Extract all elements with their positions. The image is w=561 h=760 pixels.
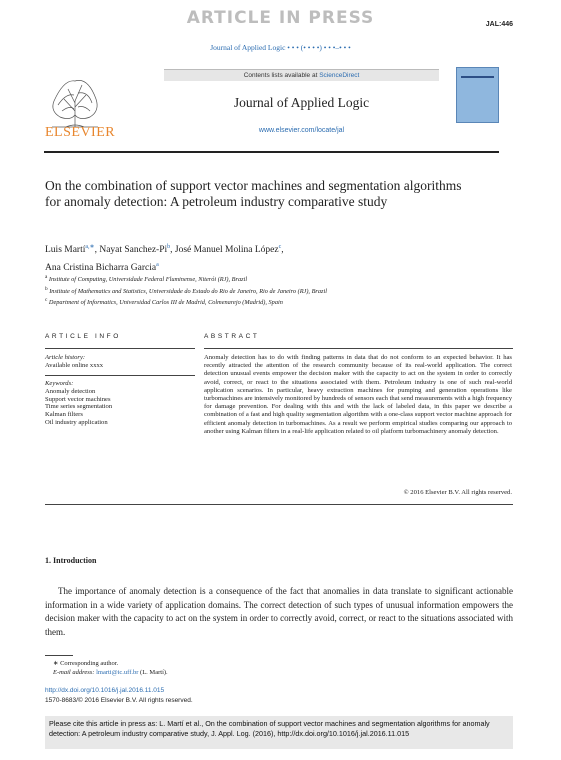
email-label: E-mail address: bbox=[53, 669, 95, 676]
corresponding-mark: ∗ bbox=[53, 660, 59, 667]
author-name[interactable]: Ana Cristina Bicharra Garcia bbox=[45, 263, 157, 274]
keyword-item: Kalman filters bbox=[45, 411, 83, 419]
sciencedirect-link[interactable]: ScienceDirect bbox=[319, 72, 360, 79]
affiliation-text: Institute of Computing, Universidade Federal Fluminense, Niterói (RJ), Brazil bbox=[48, 276, 248, 284]
doi-link[interactable]: http://dx.doi.org/10.1016/j.jal.2016.11.015 bbox=[45, 687, 165, 694]
history-label: Article history: bbox=[45, 354, 86, 361]
author-affiliation-mark[interactable]: a,∗ bbox=[85, 244, 95, 250]
author-name[interactable]: Luis Martí bbox=[45, 245, 86, 256]
cover-stripe bbox=[461, 76, 494, 78]
abstract-text: Anomaly detection has to do with finding patterns in data that do not conform to an expected behavior. It has recently attracted the attention of the research community because of its real-world application. The correct detection unusual events empower the decision maker with the capacity to act on the system in order to correctly avoid, correct, or react to the situations associated with them. Petroleum industry is one of such real-world application scenarios. In particular, heavy extraction machines for pumping and generation operations like turbomachines are intensively monitored by hundreds of sensors each that send measurements with a high frequency for damage prevention. For dealing with this and with the lack of labeled data, in this paper we describe a combination of a fast and high quality segmentation algorithm with a one-class support vector machine approach for efficient anomaly detection in turbomachines. As a result we perform empirical studies comparing our approach to another using Kalman filters in a real-life application related to oil platform turbomachinery anomaly detection. bbox=[204, 354, 512, 435]
author-name[interactable]: Nayat Sanchez-Pi bbox=[99, 245, 168, 256]
elsevier-wordmark[interactable]: ELSEVIER bbox=[45, 125, 116, 140]
article-title: On the combination of support vector machines and segmentation algorithms for anomaly detection: A petroleum industry comparative study bbox=[45, 178, 462, 209]
keyword-item: Support vector machines bbox=[45, 395, 111, 403]
keywords-block bbox=[45, 380, 195, 427]
journal-masthead bbox=[44, 61, 499, 147]
affiliation-mark: a bbox=[45, 274, 48, 280]
history-value: Available online xxxx bbox=[45, 361, 104, 369]
affiliation-text: Institute of Mathematics and Statistics, Universidade do Estado do Rio de Janeiro, Rio de Janeiro (RJ), Brazil bbox=[49, 287, 327, 295]
author-name[interactable]: José Manuel Molina López bbox=[174, 245, 279, 256]
citation-notice: Please cite this article in press as: L. Martí et al., On the combination of support vector machines and segmentation algorithms for anomaly detection: A petroleum industry comparative study, J. Appl. Log. (2016), http://dx.doi.org/10.1016/j.jal.2016.11.015 bbox=[45, 716, 513, 749]
keyword-item: Anomaly detection bbox=[45, 387, 96, 395]
author-separator: , bbox=[281, 245, 284, 256]
affiliation-item bbox=[45, 273, 455, 285]
section-heading-introduction: 1. Introduction bbox=[45, 556, 97, 565]
article-code: JAL:446 bbox=[485, 21, 513, 28]
email-note bbox=[53, 668, 168, 677]
issn-copyright: 1570-8683/© 2016 Elsevier B.V. All rights reserved. bbox=[45, 697, 193, 704]
contents-lists-bar bbox=[164, 69, 439, 81]
masthead-divider bbox=[44, 151, 499, 153]
banner-text: ARTICLE IN PRESS bbox=[186, 8, 375, 28]
keywords-label: Keywords: bbox=[45, 380, 74, 387]
keyword-item: Oil industry application bbox=[45, 418, 108, 426]
abstract-heading: ABSTRACT bbox=[204, 333, 260, 340]
author-affiliation-mark[interactable]: a bbox=[156, 262, 159, 269]
affiliation-text: Department of Informatics, Universidad Carlos III de Madrid, Colmenarejo (Madrid), Spain bbox=[48, 299, 283, 307]
introduction-paragraph: The importance of anomaly detection is a consequence of the fact that anomalies in data translate to significant actionable information in a wide variety of application domains. The correct detection of such types of unusual information empowers the decision maker with the capacity to act on the system in order to correctly avoid, correct, or react to the situations associated with them. bbox=[45, 586, 513, 637]
journal-title: Journal of Applied Logic bbox=[233, 95, 370, 110]
article-history bbox=[45, 354, 195, 370]
article-info-heading: ARTICLE INFO bbox=[45, 333, 121, 340]
affiliation-mark: c bbox=[45, 297, 48, 304]
abstract-rule bbox=[204, 348, 513, 349]
footnote-rule bbox=[45, 655, 73, 656]
journal-cover-image[interactable] bbox=[456, 67, 499, 123]
abstract-bottom-rule bbox=[45, 504, 513, 505]
journal-running-head[interactable]: Journal of Applied Logic • • • (• • • •) • • •–• • • bbox=[210, 43, 351, 52]
affiliation-mark: b bbox=[45, 285, 48, 292]
email-suffix: (L. Martí). bbox=[140, 669, 168, 676]
abstract-copyright: © 2016 Elsevier B.V. All rights reserved. bbox=[403, 489, 512, 496]
corresponding-label: Corresponding author. bbox=[60, 660, 119, 667]
affiliations bbox=[45, 273, 455, 308]
author-separator: , bbox=[94, 245, 100, 256]
author-separator: , bbox=[170, 245, 175, 256]
author-list bbox=[45, 240, 475, 276]
affiliation-item bbox=[45, 285, 455, 297]
email-link[interactable]: lmarti@ic.uff.br bbox=[96, 669, 139, 676]
keywords-rule bbox=[45, 375, 195, 376]
contents-prefix: Contents lists available at bbox=[243, 72, 320, 79]
author-affiliation-mark[interactable]: c bbox=[278, 244, 282, 250]
article-in-press-banner bbox=[0, 0, 561, 28]
article-info-rule bbox=[45, 348, 195, 349]
affiliation-item bbox=[45, 296, 455, 308]
author-affiliation-mark[interactable]: b bbox=[167, 244, 171, 250]
keyword-item: Time series segmentation bbox=[45, 403, 113, 411]
corresponding-author-note bbox=[53, 659, 118, 668]
journal-header-box bbox=[164, 69, 439, 145]
journal-homepage-link[interactable]: www.elsevier.com/locate/jal bbox=[258, 127, 345, 134]
